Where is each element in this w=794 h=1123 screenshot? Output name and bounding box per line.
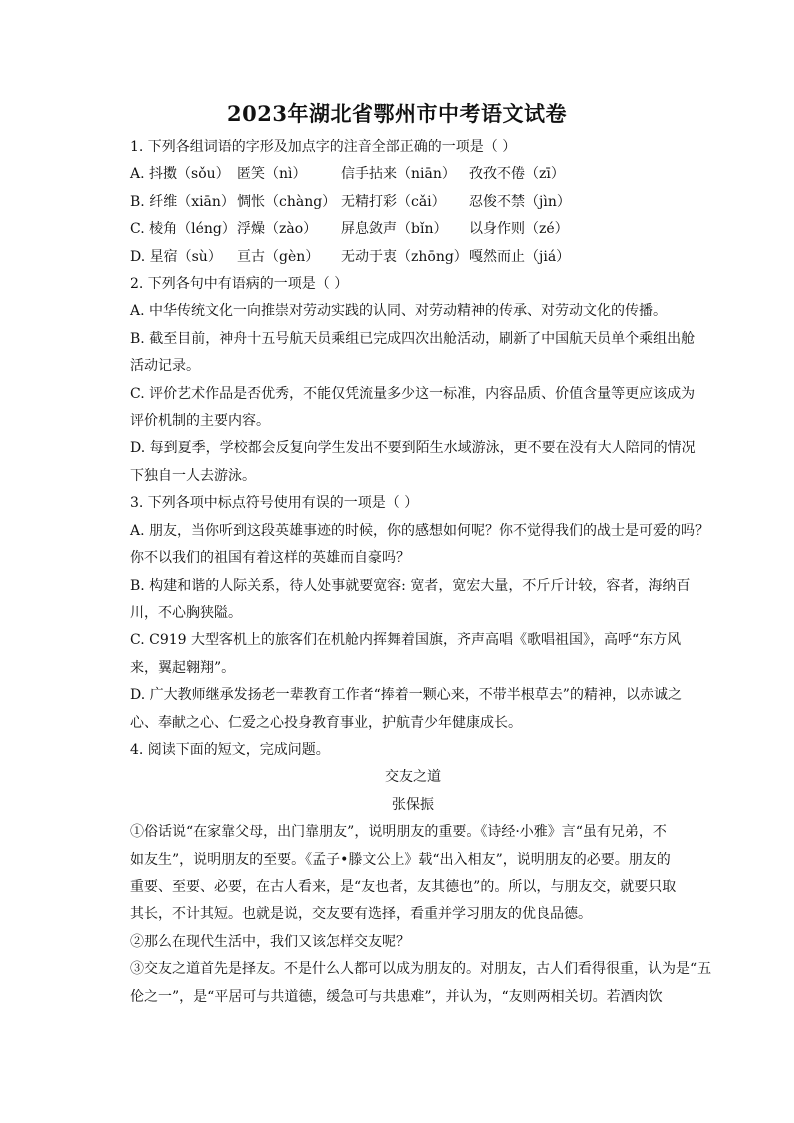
essay-author: 张保振	[392, 796, 434, 813]
option-cell: 匿笑（nì）	[237, 166, 307, 183]
question-3-option-c-line-2: 来，翼起翱翔”。	[130, 659, 236, 676]
option-cell: 信手拈来（niān）	[341, 166, 456, 183]
question-2-option-b-line-2: 活动记录。	[130, 358, 200, 375]
question-2-option-a: A. 中华传统文化一向推崇对劳动实践的认同、对劳动精神的传承、对劳动文化的传播。	[130, 303, 668, 320]
option-cell: 亘古（gèn）	[237, 248, 320, 265]
question-2-option-d-line-1: D. 每到夏季，学校都会反复向学生发出不要到陌生水域游泳，更不要在没有大人陪同的情况	[130, 440, 696, 457]
option-cell: 忍俊不禁（jìn）	[469, 193, 571, 210]
essay-paragraph-2: ②那么在现代生活中，我们又该怎样交友呢？	[130, 933, 410, 950]
essay-paragraph-3-line-1: ③交友之道首先是择友。不是什么人都可以成为朋友的。对朋友，古人们看得很重，认为是“五	[130, 961, 712, 978]
essay-paragraph-1-line-3: 重要、至要、必要，在古人看来，是“友也者，友其德也”的。所以，与朋友交，就要只取	[130, 878, 677, 895]
option-cell: A. 抖擞（sǒu）	[130, 166, 230, 183]
question-1-option-c	[130, 216, 696, 243]
question-3-stem: 3. 下列各项中标点符号使用有误的一项是（ ）	[130, 495, 419, 512]
option-cell: 屏息敛声（bǐn）	[341, 221, 448, 238]
page-title: 2023年湖北省鄂州市中考语文试卷	[227, 101, 567, 126]
question-2-stem: 2. 下列各句中有语病的一项是（ ）	[130, 276, 349, 293]
question-2-option-b-line-1: B. 截至目前，神舟十五号航天员乘组已完成四次出舱活动，刷新了中国航天员单个乘组出舱	[130, 330, 696, 347]
option-cell: 以身作则（zé）	[469, 221, 569, 238]
question-3-option-b-line-1: B. 构建和谐的人际关系，待人处事就要宽容: 宽者，宽宏大量，不斤斤计较，容者，海纳百	[130, 577, 691, 594]
option-cell: 惆怅（chàng）	[237, 193, 337, 210]
question-1-option-a	[130, 161, 696, 188]
option-cell: 嘎然而止（jiá）	[469, 248, 571, 265]
essay-paragraph-1-line-1: ①俗话说“在家靠父母，出门靠朋友”，说明朋友的重要。《诗经·小雅》言“虽有兄弟，不	[130, 824, 667, 841]
option-cell: 无动于衷（zhōng）	[341, 248, 468, 265]
essay-paragraph-1-line-4: 其长，不计其短。也就是说，交友要有选择，看重并学习朋友的优良品德。	[130, 906, 592, 923]
option-cell: 孜孜不倦（zī）	[469, 166, 565, 183]
question-1-option-b	[130, 189, 696, 216]
exam-content	[130, 134, 712, 1011]
question-2-option-d-line-2: 下独自一人去游泳。	[130, 467, 256, 484]
option-cell: B. 纤维（xiān）	[130, 193, 235, 210]
essay-paragraph-3-line-2: 伦之一”，是“平居可与共道德，缓急可与共患难”，并认为，“友则两相关切。若酒肉饮	[130, 988, 663, 1005]
option-cell: D. 星宿（sù）	[130, 248, 222, 265]
question-3-option-b-line-2: 川，不心胸狭隘。	[130, 604, 242, 621]
question-4-stem: 4. 阅读下面的短文，完成问题。	[130, 741, 330, 758]
option-cell: 无精打彩（cǎi）	[341, 193, 446, 210]
option-cell: C. 棱角（léng）	[130, 221, 236, 238]
question-1-option-d	[130, 244, 696, 271]
question-3-option-a-line-2: 你不以我们的祖国有着这样的英雄而自豪吗？	[130, 550, 410, 567]
question-3-option-a-line-1: A. 朋友，当你听到这段英雄事迹的时候，你的感想如何呢？你不觉得我们的战士是可爱的吗？	[130, 522, 710, 539]
question-1-stem: 1. 下列各组词语的字形及加点字的注音全部正确的一项是（ ）	[130, 139, 517, 155]
option-cell: 浮燥（zào）	[237, 221, 318, 238]
question-2-option-c-line-1: C. 评价艺术作品是否优秀，不能仅凭流量多少这一标准，内容品质、价值含量等更应该成为	[130, 385, 696, 402]
question-2-option-c-line-2: 评价机制的主要内容。	[130, 413, 270, 430]
essay-paragraph-1-line-2: 如友生”，说明朋友的至要。《孟子•滕文公上》载“出入相友”，说明朋友的必要。朋友的	[130, 851, 671, 868]
question-3-option-c-line-1: C. C919 大型客机上的旅客们在机舱内挥舞着国旗，齐声高唱《歌唱祖国》，高呼“东方风	[130, 632, 682, 649]
essay-title: 交友之道	[385, 769, 441, 786]
question-3-option-d-line-1: D. 广大教师继承发扬老一辈教育工作者“捧着一颗心来，不带半根草去”的精神，以赤诚之	[130, 687, 682, 704]
question-3-option-d-line-2: 心、奉献之心、仁爱之心投身教育事业，护航青少年健康成长。	[130, 714, 522, 731]
